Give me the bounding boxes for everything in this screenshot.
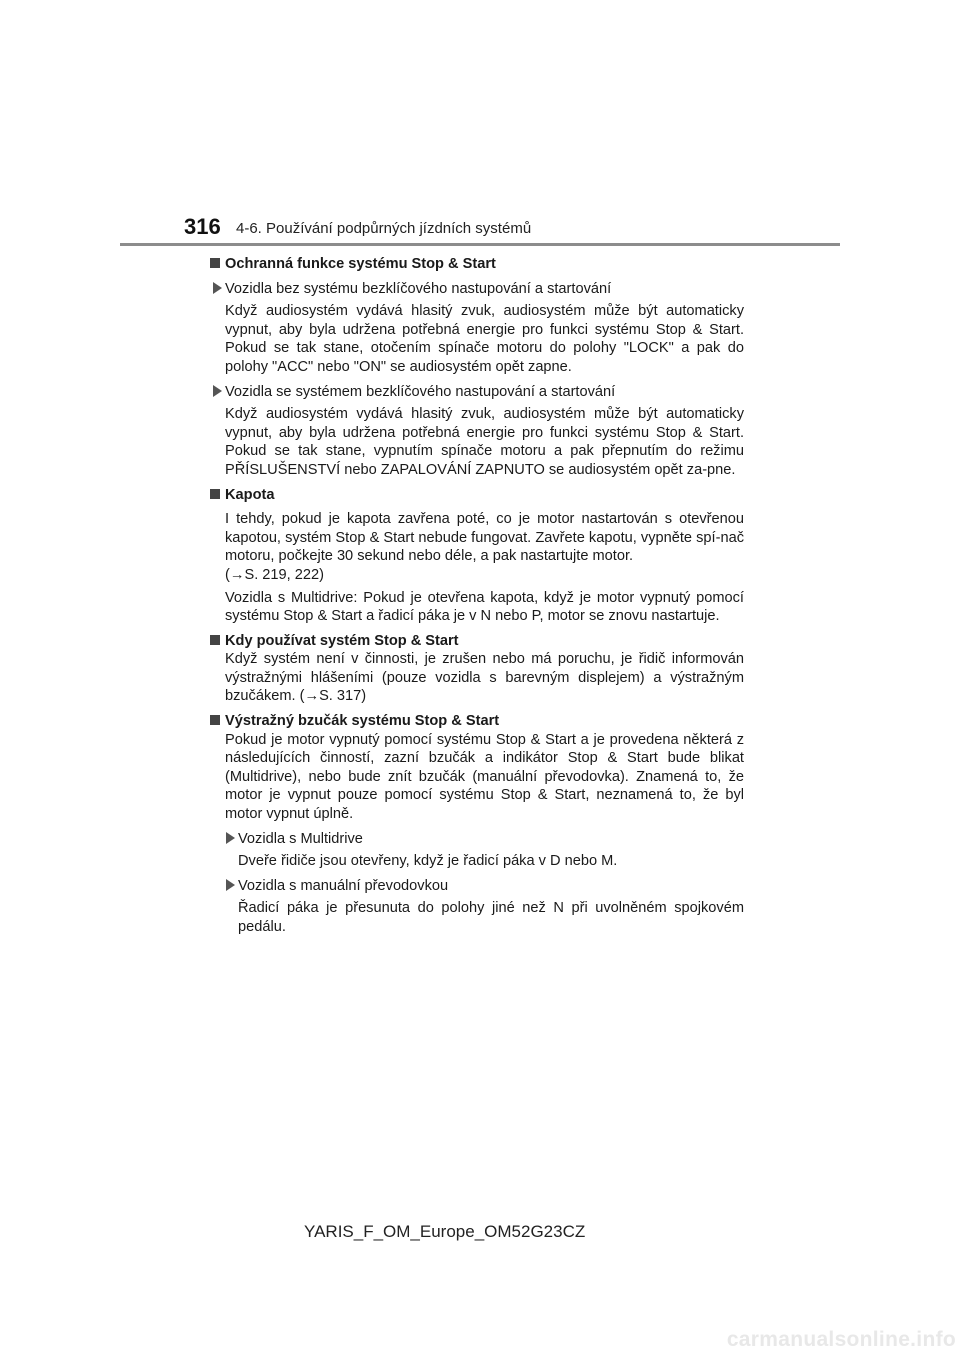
triangle-bullet-icon — [213, 385, 222, 397]
square-bullet-icon — [210, 258, 220, 268]
document-id: YARIS_F_OM_Europe_OM52G23CZ — [304, 1222, 586, 1241]
sub-heading-text: Vozidla s Multidrive — [238, 830, 363, 847]
page-reference: (→S. 219, 222) — [225, 566, 324, 583]
section-heading-text: Výstražný bzučák systému Stop & Start — [225, 713, 500, 730]
square-bullet-icon — [210, 715, 220, 725]
sub-heading — [226, 877, 744, 896]
watermark: carmanualsonline.info — [726, 1328, 956, 1351]
section-heading — [210, 712, 744, 731]
paragraph: Vozidla s Multidrive: Pokud je otevřena kapota, když je motor vypnutý pomocí systému Stop & Start a řadicí páka je v N nebo P, motor se znovu nastartuje. — [225, 589, 744, 625]
paragraph: Dveře řidiče jsou otevřeny, když je řadicí páka v D nebo M. — [238, 853, 618, 870]
paragraph: Když audiosystém vydává hlasitý zvuk, audiosystém může být automaticky vypnut, aby byla udržena potřebná energie pro funkci systému Stop & Start. Pokud se tak stane, vypnutím spínače motoru a pak přepnutím do režimu PŘÍSLUŠENSTVÍ nebo ZAPALOVÁNÍ ZAPNUTO se audiosystém opět za-pne. — [225, 406, 744, 478]
paragraph: Když audiosystém vydává hlasitý zvuk, audiosystém může být automaticky vypnut, aby byla udržena potřebná energie pro funkci systému Stop & Start. Pokud se tak stane, otočením spínače motoru do polohy "LOCK" a pak do polohy "ACC" nebo "ON" se audiosystém opět zapne. — [225, 303, 744, 375]
page-content — [210, 255, 744, 941]
paragraph: Když systém není v činnosti, je zrušen nebo má poruchu, je řidič informován výstražnými hlášeními (pouze vozidla s barevným displejem) a výstražným bzučákem. (→S. 317) — [225, 651, 744, 705]
triangle-bullet-icon — [226, 879, 235, 891]
header-divider — [120, 243, 840, 246]
square-bullet-icon — [210, 489, 220, 499]
paragraph: Řadicí páka je přesunuta do polohy jiné než N při uvolněném spojkovém pedálu. — [238, 900, 744, 935]
triangle-bullet-icon — [226, 832, 235, 844]
sub-heading-text: Vozidla bez systému bezklíčového nastupování a startování — [225, 280, 612, 297]
section-heading-text: Ochranná funkce systému Stop & Start — [225, 256, 496, 272]
square-bullet-icon — [210, 635, 220, 645]
paragraph: Pokud je motor vypnutý pomocí systému Stop & Start a je provedena některá z následujících činností, zazní bzučák a indikátor Stop & Start bude blikat (Multidrive), nebo bude znít bzučák (manuální převodovka). Znamená to, že motor je vypnut pouze pomocí systému Stop & Start, neznamená to, že byl motor vypnut úplně. — [225, 731, 744, 823]
section-heading-text: Kapota — [225, 486, 275, 503]
paragraph: I tehdy, pokud je kapota zavřena poté, co je motor nastartován s otevřenou kapotou, systém Stop & Start nebude fungovat. Zavřete kapotu, vypněte spí-nač motoru, počkejte 30 sekund nebo déle, a pak nastartujte motor. — [225, 511, 744, 565]
page-number: 316 — [184, 214, 221, 239]
sub-heading-text: Vozidla se systémem bezklíčového nastupování a startování — [225, 383, 616, 400]
sub-heading — [213, 280, 744, 299]
sub-heading — [213, 383, 744, 402]
page-header — [0, 0, 960, 250]
triangle-bullet-icon — [213, 282, 222, 294]
sub-heading-text: Vozidla s manuální převodovkou — [238, 877, 449, 894]
section-heading — [210, 486, 744, 505]
section-heading-text: Kdy používat systém Stop & Start — [225, 632, 459, 649]
section-heading — [210, 255, 744, 274]
section-heading — [210, 632, 744, 651]
section-title: 4-6. Používání podpůrných jízdních systémů — [236, 220, 532, 237]
sub-heading — [226, 830, 744, 849]
